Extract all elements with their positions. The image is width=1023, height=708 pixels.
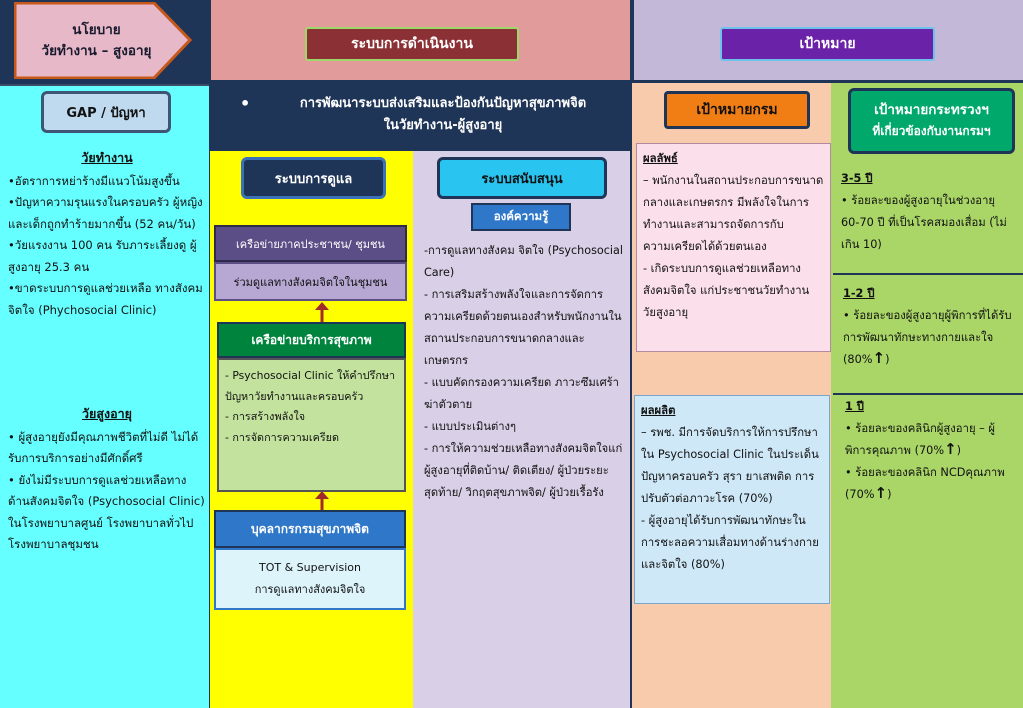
divider	[833, 273, 1023, 275]
knowledge-label: องค์ความรู้	[471, 203, 571, 231]
gap-badge: GAP / ปัญหา	[41, 91, 171, 133]
up-arrow-icon: ↑	[874, 484, 888, 502]
connector-arrow-icon	[313, 301, 331, 322]
goal-3-5-title: 3-5 ปี	[841, 172, 873, 185]
goal-1-2-title: 1-2 ปี	[843, 287, 875, 300]
up-arrow-icon: ↑	[944, 440, 957, 458]
staff-line1: TOT & Supervision	[259, 561, 361, 574]
close-paren: )	[885, 353, 890, 366]
care-system-badge: ระบบการดูแล	[241, 157, 386, 199]
health-network-item: - Psychosocial Clinic ให้คำปรึกษาปัญหาวัยทำงานและครอบครัว	[225, 369, 396, 403]
department-goal-badge: เป้าหมายกรม	[664, 91, 810, 129]
connector-arrow-icon	[313, 490, 331, 511]
ministry-goal-badge	[848, 88, 1015, 154]
health-network-item: - การสร้างพลังใจ	[225, 410, 306, 423]
support-item: - แบบคัดกรองความเครียด ภาวะซึมเศร้า ฆ่าตัวตาย	[424, 376, 619, 411]
support-system-badge: ระบบสนับสนุน	[437, 157, 607, 199]
working-item: •อัตราการหย่าร้างมีแนวโน้มสูงขึ้น	[8, 173, 180, 188]
community-network-body: ร่วมดูแลทางสังคมจิตใจในชุมชน	[214, 262, 407, 301]
outcome-title: ผลลัพธ์	[643, 152, 678, 165]
health-network-title: เครือข่ายบริการสุขภาพ	[217, 322, 406, 358]
goal-1-title: 1 ปี	[845, 400, 864, 413]
working-item: •ปัญหาความรุนแรงในครอบครัว ผู้หญิง และเด็กถูกทำร้ายมากขึ้น (52 คน/วัน)	[8, 195, 203, 231]
ministry-badge-line2: ที่เกี่ยวข้องกับงานกรมฯ	[872, 124, 991, 138]
elderly-title: วัยสูงอายุ	[82, 406, 132, 421]
elderly-item: • ยังไม่มีระบบการดูแลช่วยเหลือทางด้านสังคมจิตใจ (Psychosocial Clinic) ในโรงพยาบาลศูนย์ โรงพยาบาลทั่วไป โรงพยาบาลชุมชน	[8, 472, 205, 551]
elderly-section	[8, 403, 206, 556]
policy-arrow-shape	[14, 2, 192, 79]
outcome-item: – พนักงานในสถานประกอบการขนาดกลางและเกษตรกร มีพลังใจในการทำงานและสามารถจัดการกับความเครียดได้ด้วยตนเอง	[643, 174, 824, 253]
banner-bullet: •	[240, 94, 251, 113]
goal-1-year	[845, 396, 1020, 506]
goal-3-5-text: • ร้อยละของผู้สูงอายุในช่วงอายุ 60-70 ปี ที่เป็นโรคสมองเสื่อม (ไม่เกิน 10)	[841, 194, 1007, 251]
policy-line2: วัยทำงาน – สูงอายุ	[41, 42, 152, 59]
support-item: - การเสริมสร้างพลังใจและการจัดการความเครียดด้วยตนเองสำหรับพนักงานในสถานประกอบการขนาดกลางและเกษตรกร	[424, 288, 622, 367]
outcome-box	[636, 143, 831, 352]
policy-label	[14, 2, 179, 79]
outcome-item: - เกิดระบบการดูแลช่วยเหลือทางสังคมจิตใจ แก่ประชาชนวัยทำงาน วัยสูงอายุ	[643, 262, 810, 319]
working-item: •วัยแรงงาน 100 คน รับภาระเลี้ยงดู ผู้สูงอายุ 25.3 คน	[8, 238, 197, 274]
staff-title: บุคลากรกรมสุขภาพจิต	[214, 510, 406, 548]
output-item: - ผู้สูงอายุได้รับการพัฒนาทักษะในการชะลอความเสื่อมทางด้านร่างกายและจิตใจ (80%)	[641, 514, 819, 571]
support-item: -การดูแลทางสังคม จิตใจ (Psychosocial Care)	[424, 244, 623, 279]
output-item: – รพช. มีการจัดบริการให้การปรึกษาใน Psychosocial Clinic ในประเด็นปัญหาครอบครัว สุรา ยาเสพติด การปรับตัวต่อภาวะโรค (70%)	[641, 426, 819, 505]
support-item: - แบบประเมินต่างๆ	[424, 420, 516, 433]
community-network-title: เครือข่ายภาคประชาชน/ ชุมชน	[214, 225, 407, 262]
goal-3-5-years	[841, 168, 1016, 256]
goal-1-item2: • ร้อยละของคลินิก NCDคุณภาพ (70%	[845, 466, 1005, 501]
working-item: •ขาดระบบการดูแลช่วยเหลือ ทางสังคมจิตใจ (Phychosocial Clinic)	[8, 281, 203, 317]
close-paren: )	[887, 488, 892, 501]
banner-line1: การพัฒนาระบบส่งเสริมและป้องกันปัญหาสุขภาพจิต	[299, 96, 587, 111]
staff-body	[214, 548, 406, 610]
operations-label: ระบบการดำเนินงาน	[305, 27, 519, 61]
output-box	[634, 395, 830, 604]
support-item: - การให้ความช่วยเหลือทางสังคมจิตใจแก่ผู้สูงอายุที่ติดบ้าน/ ติดเตียง/ ผู้ป่วยระยะสุดท้าย/ วิกฤตสุขภาพจิต/ ผู้ป่วยเรื้อรัง	[424, 442, 623, 499]
goal-1-2-years	[843, 283, 1018, 371]
elderly-item: • ผู้สูงอายุยังมีคุณภาพชีวิตที่ไม่ดี ไม่ได้รับการบริการอย่างมีศักดิ์ศรี	[8, 429, 199, 465]
staff-line2: การดูแลทางสังคมจิตใจ	[254, 583, 366, 596]
close-paren: )	[956, 444, 962, 457]
banner-line2: ในวัยทำงาน-ผู้สูงอายุ	[383, 118, 503, 133]
goal-1-item1: • ร้อยละของคลินิกผู้สูงอายุ – ผู้พิการคุณภาพ (70%	[845, 422, 996, 457]
up-arrow-icon: ↑	[872, 349, 886, 367]
output-title: ผลผลิต	[641, 404, 676, 417]
strategy-banner	[210, 83, 630, 149]
goal-label: เป้าหมาย	[720, 27, 935, 61]
goal-1-2-text: • ร้อยละของผู้สูงอายุผู้พิการที่ได้รับการพัฒนาทักษะทางกายและใจ (80%	[843, 309, 1012, 366]
working-age-section	[8, 147, 206, 321]
working-age-title: วัยทำงาน	[81, 150, 133, 165]
health-network-item: - การจัดการความเครียด	[225, 430, 339, 444]
health-network-body	[217, 358, 406, 492]
support-items	[424, 240, 624, 504]
divider	[833, 393, 1023, 395]
ministry-badge-line1: เป้าหมายกระทรวงฯ	[874, 102, 989, 118]
policy-line1: นโยบาย	[72, 21, 121, 38]
